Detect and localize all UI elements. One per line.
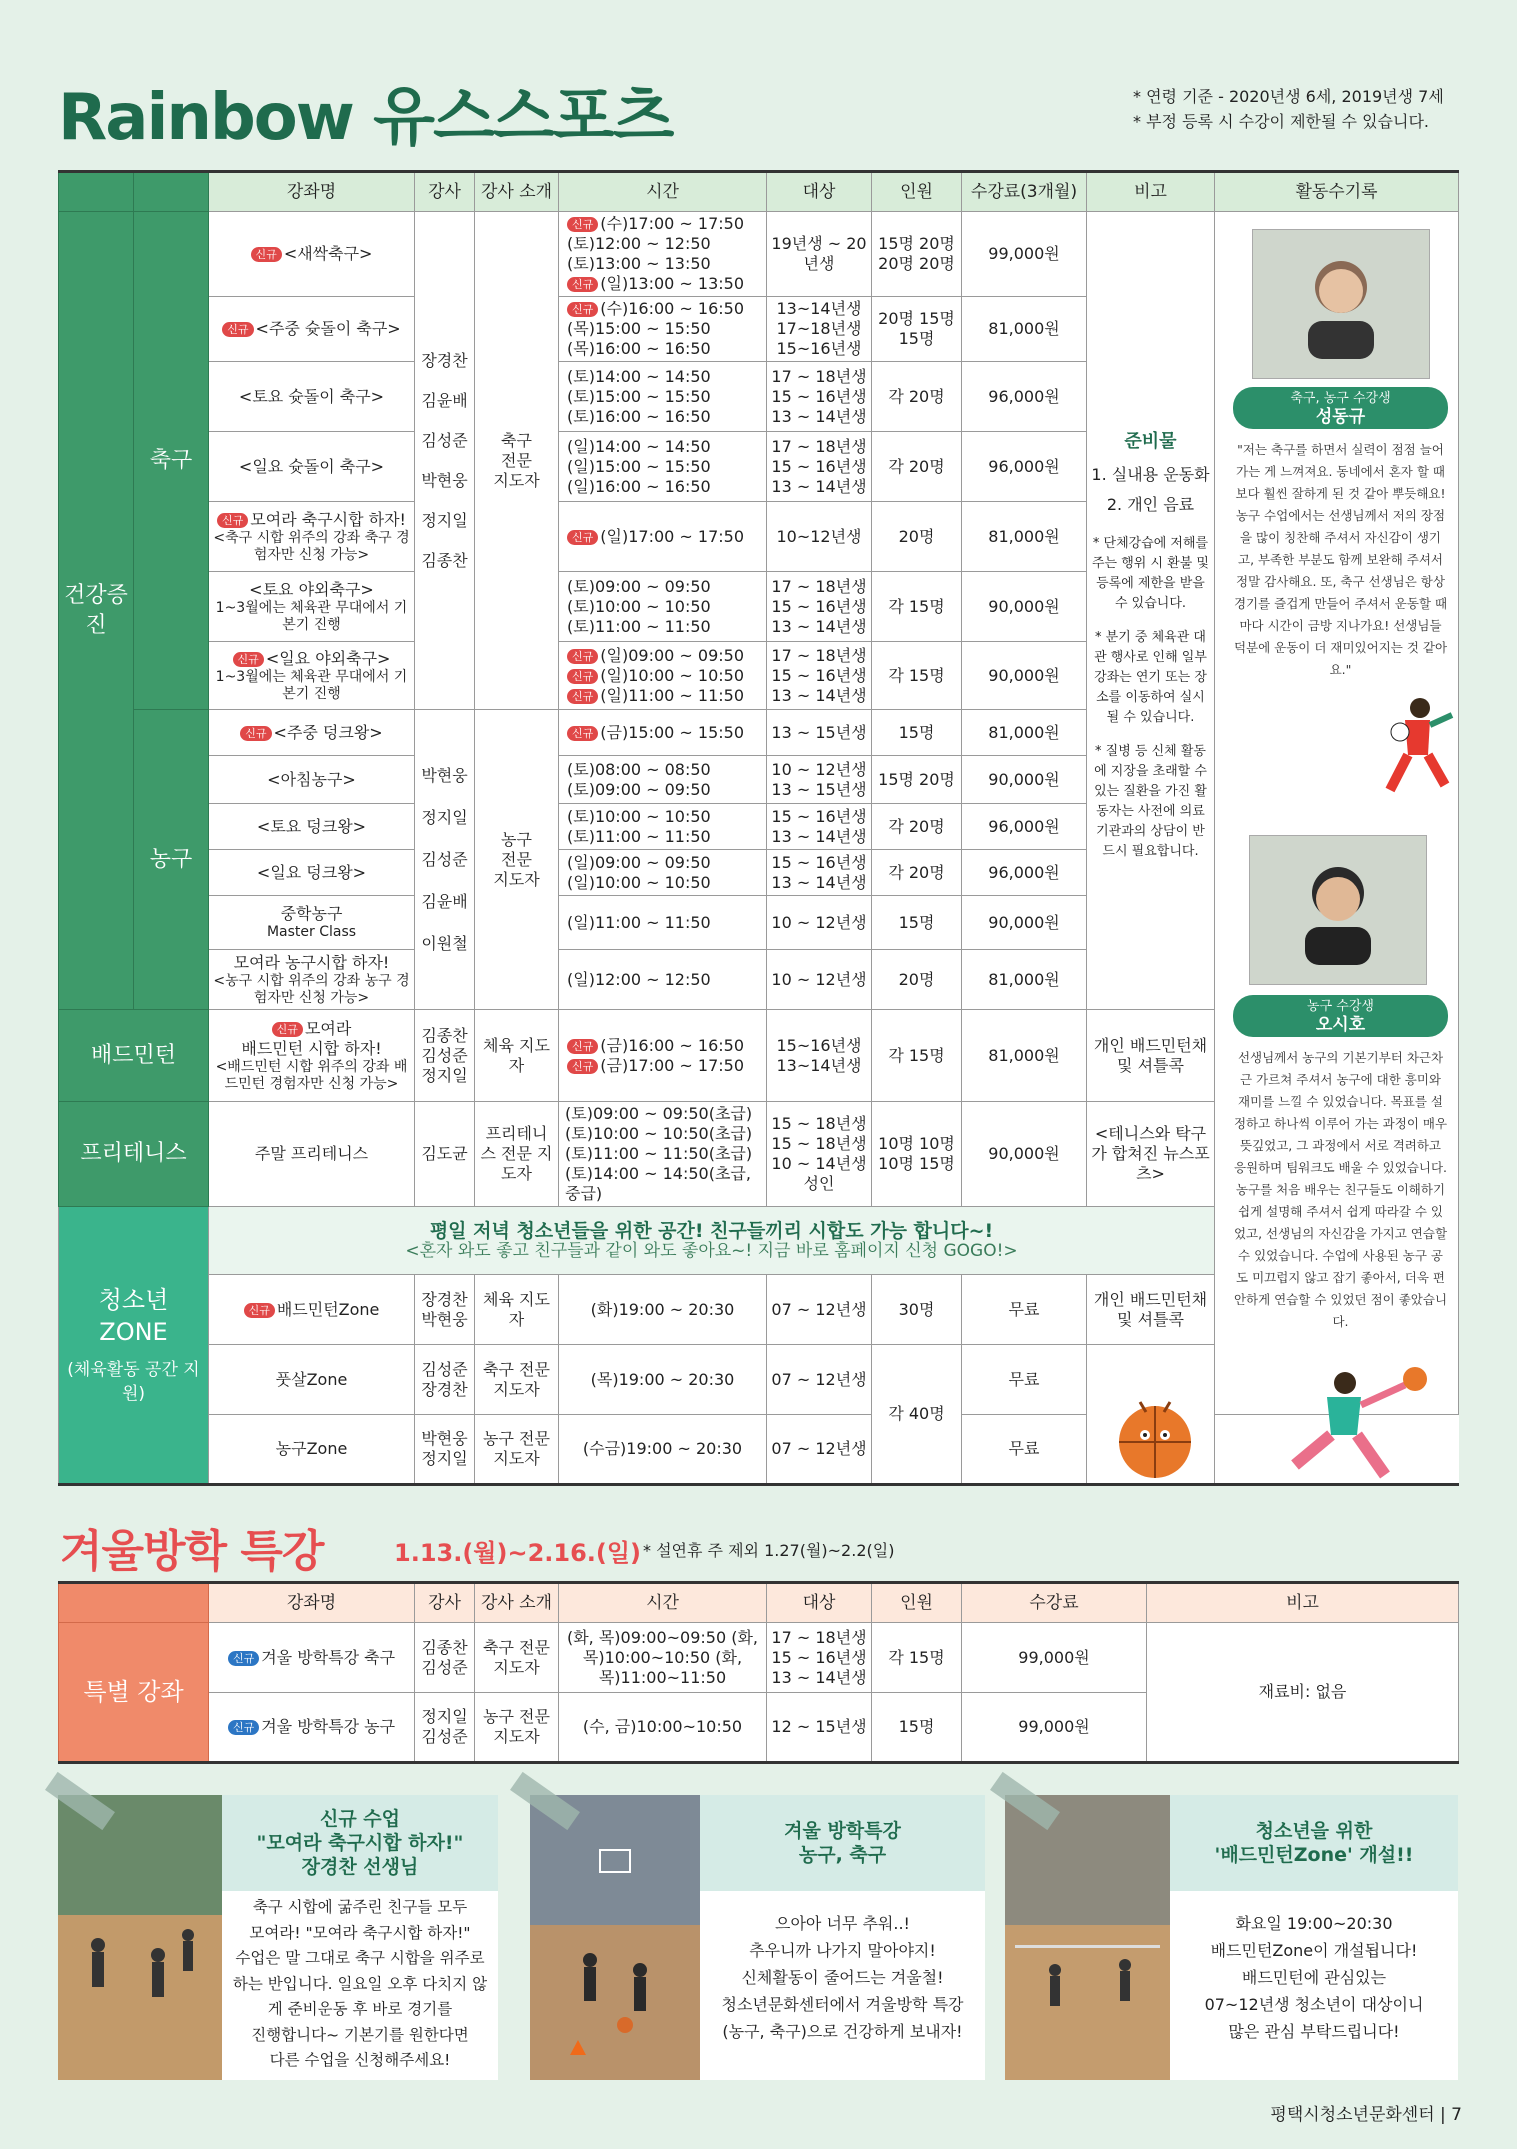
time-line: 신규 (수)16:00 ~ 16:50 [567, 299, 763, 319]
card-title [1170, 1795, 1458, 1891]
time-cell [559, 572, 767, 642]
target-cell: 17 ~ 18년생 15 ~ 16년생 13 ~ 14년생 [767, 572, 872, 642]
card-text [222, 1895, 498, 2074]
instructor-list: 장경찬 박현웅 [415, 1275, 475, 1345]
column-header: 대상 [767, 172, 872, 212]
fee-cell: 90,000원 [962, 1102, 1087, 1207]
course-cell [209, 297, 415, 362]
category-label: 축구 [134, 212, 209, 710]
new-badge: 신규 [567, 1039, 598, 1054]
student-tag: 축구, 농구 수강생 [1290, 391, 1391, 406]
course-cell [209, 804, 415, 850]
course-cell: 신규 겨울 방학특강 축구 [209, 1623, 415, 1693]
table-row [59, 1623, 1459, 1693]
time-cell [559, 1102, 767, 1207]
instructor-intro: 농구 전문 지도자 [475, 710, 559, 1010]
new-badge: 신규 [272, 1022, 303, 1037]
new-badge: 신규 [233, 652, 264, 667]
remark-item: 1. 실내용 운동화 [1091, 465, 1210, 484]
people-cell: 20명 [872, 950, 962, 1010]
card-text-line: 진행합니다~ 기본기를 원한다면 [251, 2025, 469, 2044]
remark-cell: 재료비: 없음 [1147, 1623, 1459, 1763]
time-line: (토)09:00 ~ 09:50 [567, 576, 711, 596]
time-cell [559, 432, 767, 502]
card-text-line: 많은 관심 부탁드립니다! [1228, 2022, 1400, 2041]
course-name: 배드민턴 시합 하자! [241, 1038, 382, 1058]
target-cell: 15 ~ 16년생 13 ~ 14년생 [767, 850, 872, 896]
time-cell [559, 710, 767, 756]
new-badge: 신규 [251, 247, 282, 262]
news-card [58, 1795, 498, 2080]
time-line: (일)09:00 ~ 09:50 [567, 852, 711, 872]
notice-line: <혼자 와도 좋고 친구들과 같이 와도 좋아요~! 지금 바로 홈페이지 신청 GOGO!> [405, 1240, 1018, 1261]
target-cell: 10~12년생 [767, 502, 872, 572]
course-sub: Master Class [266, 924, 357, 940]
zone-notice [209, 1207, 1215, 1275]
column-header: 강사 소개 [475, 172, 559, 212]
course-name: <토요 슛돌이 축구> [238, 386, 385, 406]
course-cell: 주말 프리테니스 [209, 1102, 415, 1207]
card-title-line: 신규 수업 [319, 1808, 401, 1830]
student-name-tag [1233, 995, 1448, 1037]
column-header: 시간 [559, 172, 767, 212]
time-line: (토)11:00 ~ 11:50 [567, 826, 711, 846]
header-empty [59, 1583, 209, 1623]
people-cell: 각 15명 [872, 1010, 962, 1102]
fee-cell: 99,000원 [962, 1693, 1147, 1763]
people-cell: 각 20명 [872, 804, 962, 850]
column-header: 수강료(3개월) [962, 172, 1087, 212]
instructor-list: 김종찬 김성준 정지일 [415, 1010, 475, 1102]
card-title-line: '배드민턴Zone' 개설!! [1214, 1844, 1414, 1866]
new-badge: 신규 [217, 513, 248, 528]
fee-cell: 90,000원 [962, 572, 1087, 642]
people-cell: 각 20명 [872, 432, 962, 502]
course-name: 신규 <주중 슛돌이 축구> [212, 319, 411, 339]
card-text-line: 하는 반입니다. 일요일 오후 다치지 않 [232, 1974, 488, 1993]
people-cell: 15명 [872, 896, 962, 950]
category-label: 특별 강좌 [59, 1623, 209, 1763]
target-cell: 15 ~ 16년생 13 ~ 14년생 [767, 804, 872, 850]
course-name: <아침농구> [267, 769, 356, 789]
people-cell: 15명 20명 [872, 756, 962, 804]
time-line: 신규 (일)09:00 ~ 09:50 [567, 646, 763, 666]
target-cell: 17 ~ 18년생 15 ~ 16년생 13 ~ 14년생 [767, 1623, 872, 1693]
soccer-class-photo [58, 1795, 222, 2080]
course-cell: 신규 겨울 방학특강 농구 [209, 1693, 415, 1763]
fee-cell: 90,000원 [962, 896, 1087, 950]
remark-note: * 분기 중 체육관 대관 행사로 인해 일부 강좌는 연기 또는 장소를 이동하여 실시될 수 있습니다. [1094, 630, 1207, 725]
winter-date: 1.13.(월)~2.16.(일) [394, 1539, 642, 1567]
course-name: 모여라 농구시합 하자! [233, 952, 390, 972]
new-badge: 신규 [567, 726, 598, 741]
category-label [59, 1207, 209, 1485]
column-header: 강좌명 [209, 1583, 415, 1623]
time-cell: (화, 목)09:00~09:50 (화, 목)10:00~10:50 (화, 목)11:00~11:50 [559, 1623, 767, 1693]
footer: 평택시청소년문화센터 | 7 [1270, 2105, 1462, 2125]
fee-cell: 96,000원 [962, 804, 1087, 850]
course-sub: <배드민턴 시합 위주의 강좌 배드민턴 경험자만 신청 가능> [215, 1058, 408, 1092]
new-badge: 신규 [244, 1303, 275, 1318]
new-badge: 신규 [228, 1720, 259, 1735]
column-header: 대상 [767, 1583, 872, 1623]
new-badge: 신규 [222, 322, 253, 337]
instructor-list: 김성준 장경찬 [415, 1345, 475, 1415]
remark-title: 준비물 [1124, 431, 1177, 452]
people-cell: 15명 [872, 710, 962, 756]
new-badge: 신규 [567, 217, 598, 232]
card-text-line: 청소년문화센터에서 겨울방학 특강 [721, 1995, 964, 2014]
remark-cell: <테니스와 탁구가 합쳐진 뉴스포츠> [1087, 1102, 1215, 1207]
card-text-line: 다른 수업을 신청해주세요! [269, 2051, 451, 2069]
target-cell: 12 ~ 15년생 [767, 1693, 872, 1763]
time-cell [559, 212, 767, 297]
course-cell: 농구Zone [209, 1415, 415, 1485]
course-sub: 1~3월에는 체육관 무대에서 기본기 진행 [215, 668, 408, 702]
news-card [1005, 1795, 1458, 2080]
target-cell: 10 ~ 12년생 13 ~ 15년생 [767, 756, 872, 804]
time-cell [559, 362, 767, 432]
time-line: (일)11:00 ~ 11:50 [567, 912, 711, 932]
time-line: (토)12:00 ~ 12:50 [567, 234, 711, 253]
news-card [530, 1795, 985, 2080]
category-label: 농구 [134, 710, 209, 1010]
zone-sub: (체육활동 공간 지원) [67, 1360, 200, 1404]
people-cell: 30명 [872, 1275, 962, 1345]
note-line: * 부정 등록 시 수강이 제한될 수 있습니다. [1133, 112, 1429, 131]
soccer-player-illustration [1370, 690, 1460, 810]
instructor-list: 장경찬 김윤배 김성준 박현웅 정지일 김종찬 [415, 212, 475, 710]
people-cell: 각 40명 [872, 1345, 962, 1485]
course-name: <토요 덩크왕> [256, 816, 367, 836]
column-header: 시간 [559, 1583, 767, 1623]
category-label: 프리테니스 [59, 1102, 209, 1207]
target-cell: 10 ~ 12년생 [767, 896, 872, 950]
people-cell: 각 15명 [872, 572, 962, 642]
review-text: "저는 축구를 하면서 실력이 점점 늘어가는 게 느껴져요. 동네에서 혼자 할 때보다 훨씬 잘하게 된 것 같아 뿌듯해요! 농구 수업에서는 선생님께서 저의 장점을 많이 칭찬해 주셔서 자신감이 생기고, 부족한 부분도 함께 보완해 주셔서 정말 감사해요. 또, 축구 선생님은 항상 경기를 즐겁게 만들어 주셔서 운동할 때마다 시간이 금방 지나가요! 선생님들 덕분에 운동이 더 재미있어지는 것 같아요." [1233, 442, 1448, 677]
new-badge: 신규 [567, 302, 598, 317]
time-line: (토)10:00 ~ 10:50 [567, 806, 711, 826]
column-header: 인원 [872, 1583, 962, 1623]
time-line: (토)11:00 ~ 11:50(초급) [565, 1144, 753, 1163]
course-cell [209, 572, 415, 642]
column-header: 강사 [415, 1583, 475, 1623]
instructor-list: 박현웅 정지일 [415, 1415, 475, 1485]
page-title: Rainbow 유스스포츠 [58, 81, 673, 155]
fee-cell: 무료 [962, 1275, 1087, 1345]
fee-cell: 99,000원 [962, 1623, 1147, 1693]
card-title-line: 장경찬 선생님 [301, 1856, 419, 1878]
card-title-line: "모여라 축구시합 하자!" [256, 1832, 464, 1854]
new-badge: 신규 [567, 689, 598, 704]
course-name: 신규 <새싹축구> [212, 244, 411, 264]
course-cell [209, 950, 415, 1010]
instructor-list: 김종찬 김성준 [415, 1623, 475, 1693]
target-cell: 15~16년생 13~14년생 [767, 1010, 872, 1102]
course-cell [209, 710, 415, 756]
time-line: 신규 (일)17:00 ~ 17:50 [567, 527, 763, 547]
time-cell [559, 642, 767, 710]
people-cell: 20명 15명 15명 [872, 297, 962, 362]
card-text-line: 신체활동이 줄어드는 겨울철! [741, 1968, 944, 1987]
course-name: 신규 <주중 덩크왕> [212, 723, 411, 743]
fee-cell: 90,000원 [962, 756, 1087, 804]
instructor-list: 박현웅 정지일 김성준 김윤배 이원철 [415, 710, 475, 1010]
target-cell: 07 ~ 12년생 [767, 1415, 872, 1485]
target-cell: 13 ~ 15년생 [767, 710, 872, 756]
remark-item: 2. 개인 음료 [1106, 495, 1195, 514]
time-cell [559, 850, 767, 896]
course-name: 신규 모여라 축구시합 하자! [212, 510, 411, 530]
time-line: 신규 (일)11:00 ~ 11:50 [567, 686, 763, 706]
instructor-intro: 축구 전문 지도자 [475, 1623, 559, 1693]
card-text-line: 축구 시합에 굶주린 친구들 모두 [252, 1898, 468, 1916]
fee-cell: 99,000원 [962, 212, 1087, 297]
course-sub: <농구 시합 위주의 강좌 농구 경험자만 신청 가능> [213, 972, 410, 1006]
instructor-intro: 축구 전문 지도자 [475, 212, 559, 710]
time-line: 신규 (수)17:00 ~ 17:50 [567, 214, 763, 234]
people-cell: 15명 20명 20명 20명 [872, 212, 962, 297]
special-course-table [58, 1581, 1459, 1764]
column-header: 수강료 [962, 1583, 1147, 1623]
course-name: <일요 덩크왕> [256, 862, 367, 882]
time-line: 신규 (일)13:00 ~ 13:50 [567, 274, 763, 294]
time-line: (토)09:00 ~ 09:50 [567, 779, 711, 799]
target-cell: 10 ~ 12년생 [767, 950, 872, 1010]
time-line: (일)15:00 ~ 15:50 [567, 456, 711, 476]
card-text-line: 배드민턴Zone이 개설됩니다! [1210, 1941, 1418, 1960]
time-line: (토)16:00 ~ 16:50 [567, 406, 711, 426]
student-tag: 농구 수강생 [1307, 999, 1374, 1014]
time-line: (일)10:00 ~ 10:50 [567, 872, 711, 892]
new-badge: 신규 [228, 1651, 259, 1666]
new-badge: 신규 [567, 1059, 598, 1074]
time-line: (토)09:00 ~ 09:50(초급) [565, 1104, 753, 1123]
course-cell [209, 896, 415, 950]
card-text-line: 게 준비운동 후 바로 경기를 [267, 2000, 453, 2018]
time-line: 신규 (금)15:00 ~ 15:50 [567, 723, 763, 743]
time-line: 신규 (금)16:00 ~ 16:50 [567, 1036, 763, 1056]
course-cell [209, 502, 415, 572]
card-title-line: 겨울 방학특강 [784, 1820, 901, 1842]
age-notes [1133, 84, 1444, 134]
time-cell [559, 502, 767, 572]
time-cell: (수, 금)10:00~10:50 [559, 1693, 767, 1763]
time-line: (토)10:00 ~ 10:50 [567, 596, 711, 616]
card-text-line: 추우니까 나가지 말아야지! [749, 1941, 936, 1960]
header-empty [134, 172, 209, 212]
remark-cell [1087, 212, 1215, 1010]
category-label: 배드민턴 [59, 1010, 209, 1102]
card-text-line: 으아아 너무 추워..! [775, 1914, 910, 1933]
people-cell: 각 20명 [872, 850, 962, 896]
remark-cell: 개인 배드민턴채 및 셔틀콕 [1087, 1010, 1215, 1102]
new-badge: 신규 [567, 277, 598, 292]
course-cell [209, 362, 415, 432]
note-line: * 연령 기준 - 2020년생 6세, 2019년생 7세 [1133, 87, 1444, 106]
target-cell: 17 ~ 18년생 15 ~ 16년생 13 ~ 14년생 [767, 362, 872, 432]
winter-note: * 설연휴 주 제외 1.27(월)~2.2(일) [643, 1541, 895, 1560]
card-title [700, 1795, 985, 1891]
card-text [700, 1910, 985, 2045]
fee-cell: 81,000원 [962, 297, 1087, 362]
winter-title: 겨울방학 특강 [60, 1526, 324, 1577]
new-badge: 신규 [567, 649, 598, 664]
basketball-player-illustration [1265, 1365, 1435, 1490]
time-cell: (화)19:00 ~ 20:30 [559, 1275, 767, 1345]
header-empty [59, 172, 134, 212]
column-header: 강사 소개 [475, 1583, 559, 1623]
card-text-line: 수업은 말 그대로 축구 시합을 위주로 [235, 1949, 485, 1967]
time-line: (일)16:00 ~ 16:50 [567, 476, 711, 496]
time-line: (토)10:00 ~ 10:50(초급) [565, 1124, 753, 1143]
new-badge: 신규 [567, 530, 598, 545]
time-cell [559, 297, 767, 362]
course-cell [209, 850, 415, 896]
time-line: (목)15:00 ~ 15:50 [567, 319, 711, 338]
time-cell [559, 950, 767, 1010]
target-cell: 07 ~ 12년생 [767, 1345, 872, 1415]
time-cell: (목)19:00 ~ 20:30 [559, 1345, 767, 1415]
time-line: (토)11:00 ~ 11:50 [567, 616, 711, 636]
badminton-class-photo [1005, 1795, 1170, 2080]
fee-cell: 무료 [962, 1415, 1087, 1485]
fee-cell: 90,000원 [962, 642, 1087, 710]
remark-cell: 개인 배드민턴채 및 셔틀콕 [1087, 1275, 1215, 1345]
instructor-list: 정지일 김성준 [415, 1693, 475, 1763]
student-name: 성동규 [1315, 407, 1366, 427]
fee-cell: 무료 [962, 1345, 1087, 1415]
column-header: 비고 [1147, 1583, 1459, 1623]
student-photo [1249, 835, 1427, 985]
remark-note: * 단체강습에 저해를 주는 행위 시 환불 및 등록에 제한을 받을 수 있습니다. [1092, 536, 1209, 611]
target-cell: 13~14년생 17~18년생 15~16년생 [767, 297, 872, 362]
fee-cell: 81,000원 [962, 950, 1087, 1010]
notice-line: 평일 저녁 청소년들을 위한 공간! 친구들끼리 시합도 가능 합니다~! [429, 1219, 994, 1242]
time-line: (목)16:00 ~ 16:50 [567, 339, 711, 358]
time-line: 신규 (일)10:00 ~ 10:50 [567, 666, 763, 686]
fee-cell: 96,000원 [962, 362, 1087, 432]
time-line: (토)08:00 ~ 08:50 [567, 759, 711, 779]
course-cell [209, 432, 415, 502]
course-cell [209, 1010, 415, 1102]
student-name: 오시호 [1315, 1015, 1366, 1035]
remark-note: * 질병 등 신체 활동에 지장을 초래할 수 있는 질환을 가진 활동자는 사전에 의료 기관과의 상담이 반드시 필요합니다. [1094, 744, 1207, 859]
people-cell: 각 15명 [872, 1623, 962, 1693]
instructor-intro: 체육 지도자 [475, 1275, 559, 1345]
time-cell: (수금)19:00 ~ 20:30 [559, 1415, 767, 1485]
target-cell: 15 ~ 18년생 15 ~ 18년생 10 ~ 14년생 성인 [767, 1102, 872, 1207]
instructor-intro: 축구 전문 지도자 [475, 1345, 559, 1415]
new-badge: 신규 [567, 669, 598, 684]
course-name: 신규 모여라 [212, 1019, 411, 1039]
review-panel [1225, 215, 1456, 1490]
course-cell [209, 642, 415, 710]
instructor-intro: 농구 전문 지도자 [475, 1415, 559, 1485]
card-title-line: 청소년을 위한 [1255, 1820, 1373, 1842]
time-cell [559, 756, 767, 804]
people-cell: 각 20명 [872, 362, 962, 432]
people-cell: 10명 10명 10명 15명 [872, 1102, 962, 1207]
target-cell: 17 ~ 18년생 15 ~ 16년생 13 ~ 14년생 [767, 642, 872, 710]
review-text: 선생님께서 농구의 기본기부터 차근차근 가르쳐 주셔서 농구에 대한 흥미와 재미를 느낄 수 있었습니다. 목표를 설정하고 하나씩 이루어 가는 과정이 매우 뜻깊었고, 그 과정에서 서로 격려하고 응원하며 팀워크도 배울 수 있었습니다. 농구를 처음 배우는 친구들도 이해하기 쉽게 설명해 주셔서 쉽게 따라갈 수 있었고, 선생님의 자신감을 가지고 연습할 수 있었습니다. 수업에 사용된 농구 공도 미끄럽지 않고 잡기 좋아서, 더욱 편안하게 연습할 수 있었던 점이 좋았습니다. [1233, 1050, 1448, 1329]
basketball-class-photo [530, 1795, 700, 2080]
card-title [222, 1795, 498, 1891]
time-line: (토)15:00 ~ 15:50 [567, 386, 711, 406]
course-name: 중학농구 [280, 904, 343, 923]
column-header: 인원 [872, 172, 962, 212]
time-line: 신규 (금)17:00 ~ 17:50 [567, 1056, 763, 1076]
fee-cell: 81,000원 [962, 502, 1087, 572]
time-line: (일)12:00 ~ 12:50 [567, 969, 711, 989]
people-cell: 20명 [872, 502, 962, 572]
course-sub: 1~3월에는 체육관 무대에서 기본기 진행 [215, 599, 408, 633]
fee-cell: 81,000원 [962, 710, 1087, 756]
course-cell [209, 212, 415, 297]
time-cell [559, 1010, 767, 1102]
card-text-line: 배드민턴에 관심있는 [1241, 1968, 1387, 1987]
time-line: (토)14:00 ~ 14:50 [567, 366, 711, 386]
course-cell: 풋살Zone [209, 1345, 415, 1415]
student-name-tag [1233, 387, 1448, 429]
course-cell: 신규 배드민턴Zone [209, 1275, 415, 1345]
card-text-line: 화요일 19:00~20:30 [1235, 1914, 1393, 1933]
time-cell [559, 896, 767, 950]
zone-title: 청소년 ZONE [98, 1286, 169, 1346]
column-header: 비고 [1087, 172, 1215, 212]
people-cell: 15명 [872, 1693, 962, 1763]
course-name: <일요 슛돌이 축구> [238, 456, 385, 476]
instructor-intro: 농구 전문 지도자 [475, 1693, 559, 1763]
student-photo [1252, 229, 1430, 379]
instructor-list: 김도균 [415, 1102, 475, 1207]
card-text [1170, 1910, 1458, 2045]
course-sub: <축구 시합 위주의 강좌 축구 경험자만 신청 가능> [213, 529, 410, 563]
column-header: 강좌명 [209, 172, 415, 212]
fee-cell: 81,000원 [962, 1010, 1087, 1102]
target-cell: 17 ~ 18년생 15 ~ 16년생 13 ~ 14년생 [767, 432, 872, 502]
column-header: 강사 [415, 172, 475, 212]
target-cell: 19년생 ~ 20년생 [767, 212, 872, 297]
card-title-line: 농구, 축구 [798, 1844, 887, 1866]
fee-cell: 96,000원 [962, 432, 1087, 502]
card-text-line: 모여라! "모여라 축구시합 하자!" [249, 1923, 471, 1942]
course-cell [209, 756, 415, 804]
basketball-mascot-icon [1110, 1390, 1200, 1490]
target-cell: 07 ~ 12년생 [767, 1275, 872, 1345]
column-header: 활동수기록 [1215, 172, 1459, 212]
time-line: (토)13:00 ~ 13:50 [567, 254, 711, 273]
time-line: (일)14:00 ~ 14:50 [567, 436, 711, 456]
course-name: 신규 <일요 야외축구> [212, 649, 411, 669]
time-line: (토)14:00 ~ 14:50(초급,중급) [565, 1164, 751, 1203]
instructor-intro: 체육 지도자 [475, 1010, 559, 1102]
card-text-line: (농구, 축구)으로 건강하게 보내자! [722, 2022, 963, 2041]
group-label: 건강증진 [59, 212, 134, 1010]
new-badge: 신규 [240, 726, 271, 741]
card-text-line: 07~12년생 청소년이 대상이니 [1204, 1995, 1424, 2014]
course-name: <토요 야외축구> [249, 579, 374, 599]
fee-cell: 96,000원 [962, 850, 1087, 896]
time-cell [559, 804, 767, 850]
people-cell: 각 15명 [872, 642, 962, 710]
instructor-intro: 프리테니스 전문 지도자 [475, 1102, 559, 1207]
